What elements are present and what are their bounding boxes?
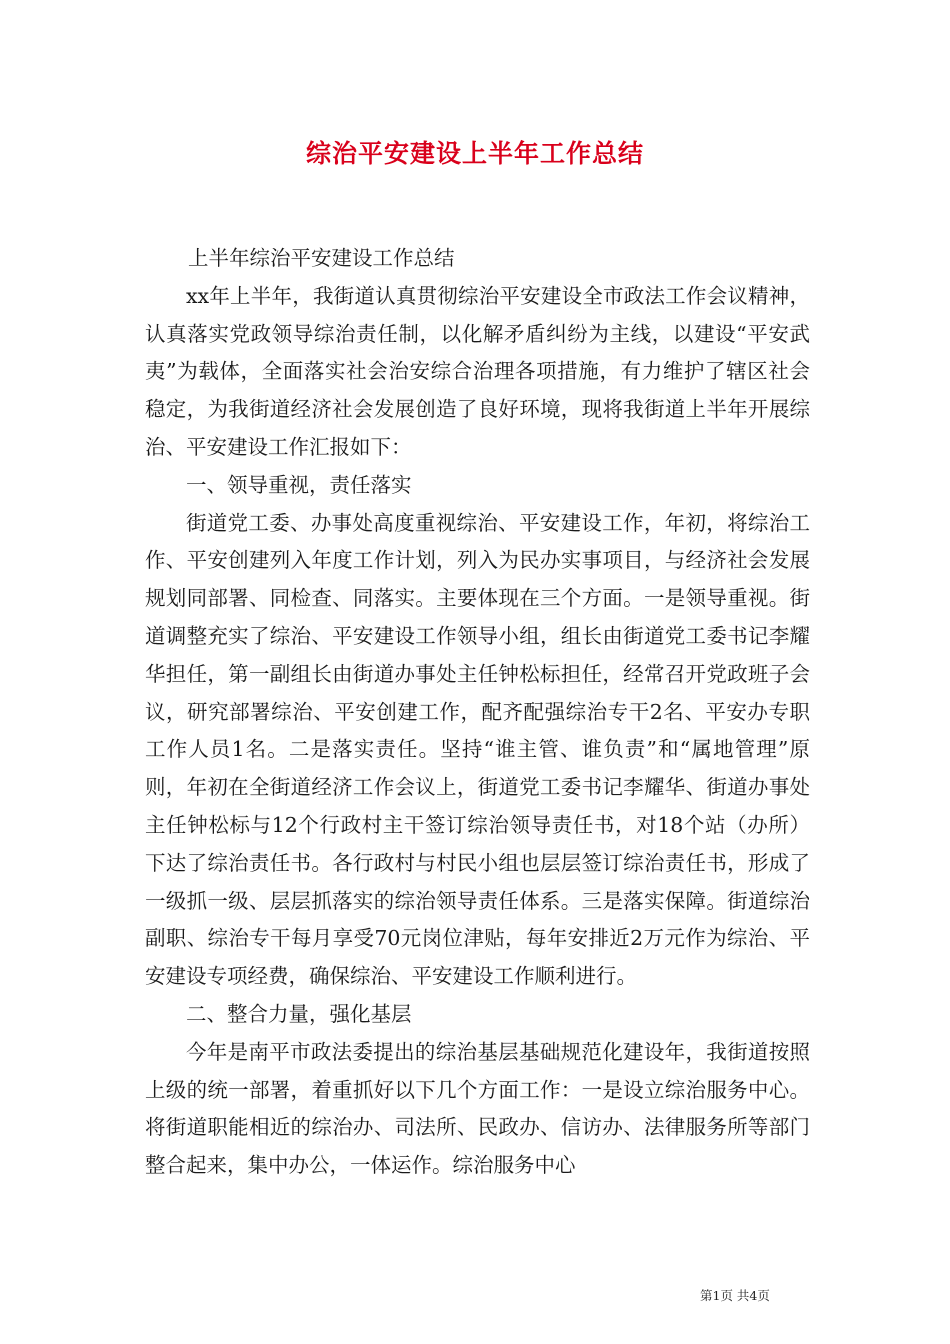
page-number: 第1页 共4页	[700, 1288, 770, 1303]
section-1-paragraph: 街道党工委、办事处高度重视综治、平安建设工作，年初，将综治工作、平安创建列入年度工作计划，列入为民办实事项目，与经济社会发展规划同部署、同检查、同落实。主要体现在三个方面。一是领导重视。街道调整充实了综治、平安建设工作领导小组，组长由街道党工委书记李耀华担任，第一副组长由街道办事处主任钟松标担任，经常召开党政班子会议，研究部署综治、平安创建工作，配齐配强综治专干2名、平安办专职工作人员1名。二是落实责任。坚持“谁主管、谁负责”和“属地管理”原则，年初在全街道经济工作会议上，街道党工委书记李耀华、街道办事处主任钟松标与12个行政村主干签订综治领导责任书，对18个站（办所）下达了综治责任书。各行政村与村民小组也层层签订综治责任书，形成了一级抓一级、层层抓落实的综治领导责任体系。三是落实保障。街道综治副职、综治专干每月享受70元岗位津贴，每年安排近2万元作为综治、平安建设专项经费，确保综治、平安建设工作顺利进行。	[145, 510, 810, 989]
section-heading-1: 一、领导重视，责任落实	[186, 472, 412, 497]
document-subtitle: 上半年综治平安建设工作总结	[188, 246, 455, 270]
document-title: 综治平安建设上半年工作总结	[305, 139, 644, 168]
intro-paragraph: xx年上半年，我街道认真贯彻综治平安建设全市政法工作会议精神，认真落实党政领导综治责任制，以化解矛盾纠纷为主线，以建设“平安武夷”为载体，全面落实社会治安综合治理各项措施，有力维护了辖区社会稳定，为我街道经济社会发展创造了良好环境，现将我街道上半年开展综治、平安建设工作汇报如下：	[145, 283, 810, 459]
section-2-paragraph: 今年是南平市政法委提出的综治基层基础规范化建设年，我街道按照上级的统一部署，着重抓好以下几个方面工作：一是设立综治服务中心。将街道职能相近的综治办、司法所、民政办、信访办、法律服务所等部门整合起来，集中办公，一体运作。综治服务中心	[145, 1039, 810, 1178]
section-heading-2: 二、整合力量，强化基层	[186, 1001, 412, 1026]
document-body	[145, 240, 810, 1185]
